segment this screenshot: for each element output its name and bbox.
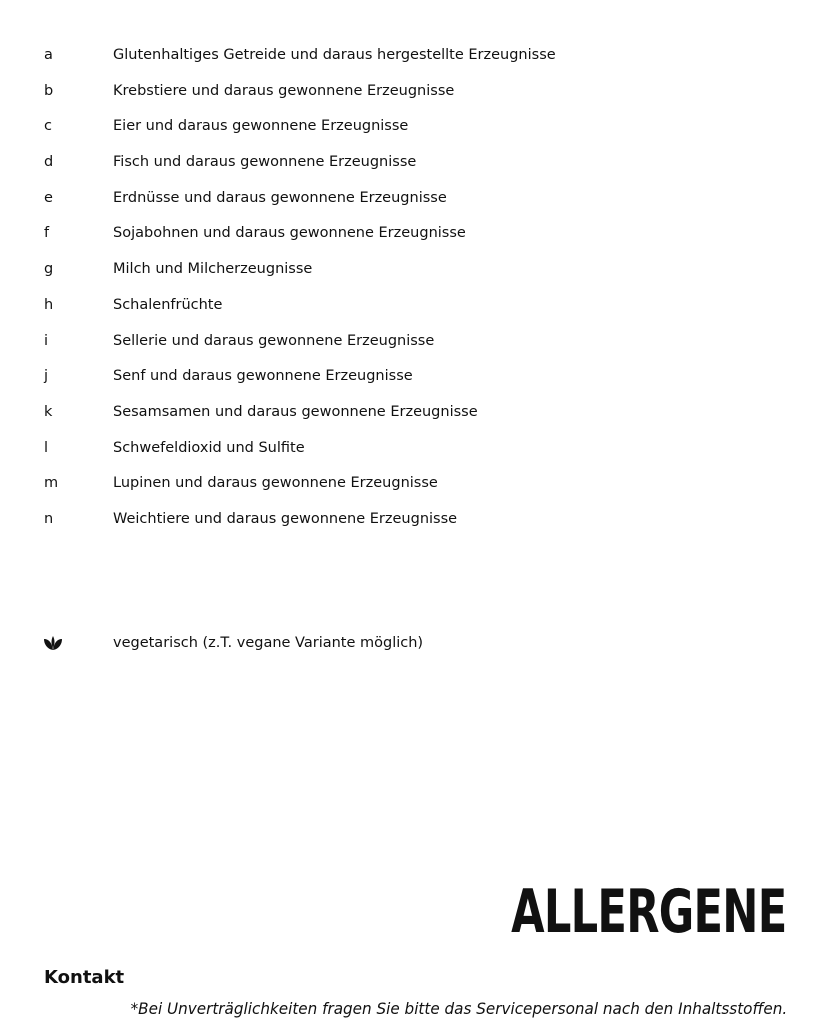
allergen-label: Schwefeldioxid und Sulfite	[113, 439, 305, 456]
allergen-row-f	[0, 216, 819, 252]
allergen-code: h	[44, 296, 54, 313]
allergen-row-k	[0, 395, 819, 431]
allergen-code: k	[44, 403, 53, 420]
allergen-row-a	[0, 38, 819, 74]
allergen-label: Erdnüsse und daraus gewonnene Erzeugnisse	[113, 189, 447, 206]
vegetarian-label: vegetarisch (z.T. vegane Variante möglich)	[113, 635, 424, 651]
allergen-label: Milch und Milcherzeugnisse	[113, 261, 313, 278]
allergen-code: l	[44, 439, 49, 456]
allergen-label: Lupinen und daraus gewonnene Erzeugnisse	[113, 475, 438, 492]
leaf-icon	[43, 633, 63, 653]
allergen-row-l	[0, 431, 819, 467]
allergen-label: Senf und daraus gewonnene Erzeugnisse	[113, 368, 413, 385]
allergen-code: d	[44, 154, 54, 171]
page-title: ALLERGENE	[511, 877, 787, 947]
allergen-code: e	[44, 189, 53, 206]
allergen-row-i	[0, 324, 819, 360]
allergen-code: g	[44, 261, 54, 278]
allergen-code: m	[44, 475, 59, 492]
allergen-label: Sellerie und daraus gewonnene Erzeugnisse	[113, 332, 435, 349]
allergen-row-g	[0, 252, 819, 288]
allergen-code: c	[44, 118, 52, 135]
allergen-label: Sojabohnen und daraus gewonnene Erzeugnisse	[113, 225, 466, 242]
allergen-code: i	[44, 332, 49, 349]
allergen-code: j	[44, 368, 49, 385]
vegetarian-row	[0, 625, 819, 661]
allergen-label: Krebstiere und daraus gewonnene Erzeugnisse	[113, 82, 455, 99]
allergen-list	[0, 38, 819, 538]
allergen-label: Weichtiere und daraus gewonnene Erzeugnisse	[113, 510, 458, 527]
allergen-label: Glutenhaltiges Getreide und daraus hergestellte Erzeugnisse	[113, 47, 556, 63]
allergen-code: b	[44, 82, 54, 99]
allergen-row-e	[0, 181, 819, 217]
allergen-label: Fisch und daraus gewonnene Erzeugnisse	[113, 154, 417, 171]
allergen-row-c	[0, 109, 819, 145]
allergen-row-d	[0, 145, 819, 181]
allergen-row-j	[0, 359, 819, 395]
allergen-label: Sesamsamen und daraus gewonnene Erzeugnisse	[113, 403, 478, 420]
contact-link[interactable]: Kontakt	[44, 967, 125, 988]
allergen-code: a	[44, 47, 53, 63]
allergy-footnote: *Bei Unverträglichkeiten fragen Sie bitte das Servicepersonal nach den Inhaltsstoffen.	[130, 999, 787, 1018]
allergen-row-m	[0, 466, 819, 502]
allergen-row-n	[0, 502, 819, 538]
allergen-label: Eier und daraus gewonnene Erzeugnisse	[113, 118, 409, 135]
allergen-row-h	[0, 288, 819, 324]
allergen-code: n	[44, 510, 54, 527]
allergen-row-b	[0, 74, 819, 110]
allergen-label: Schalenfrüchte	[113, 296, 223, 313]
allergen-code: f	[44, 225, 50, 242]
